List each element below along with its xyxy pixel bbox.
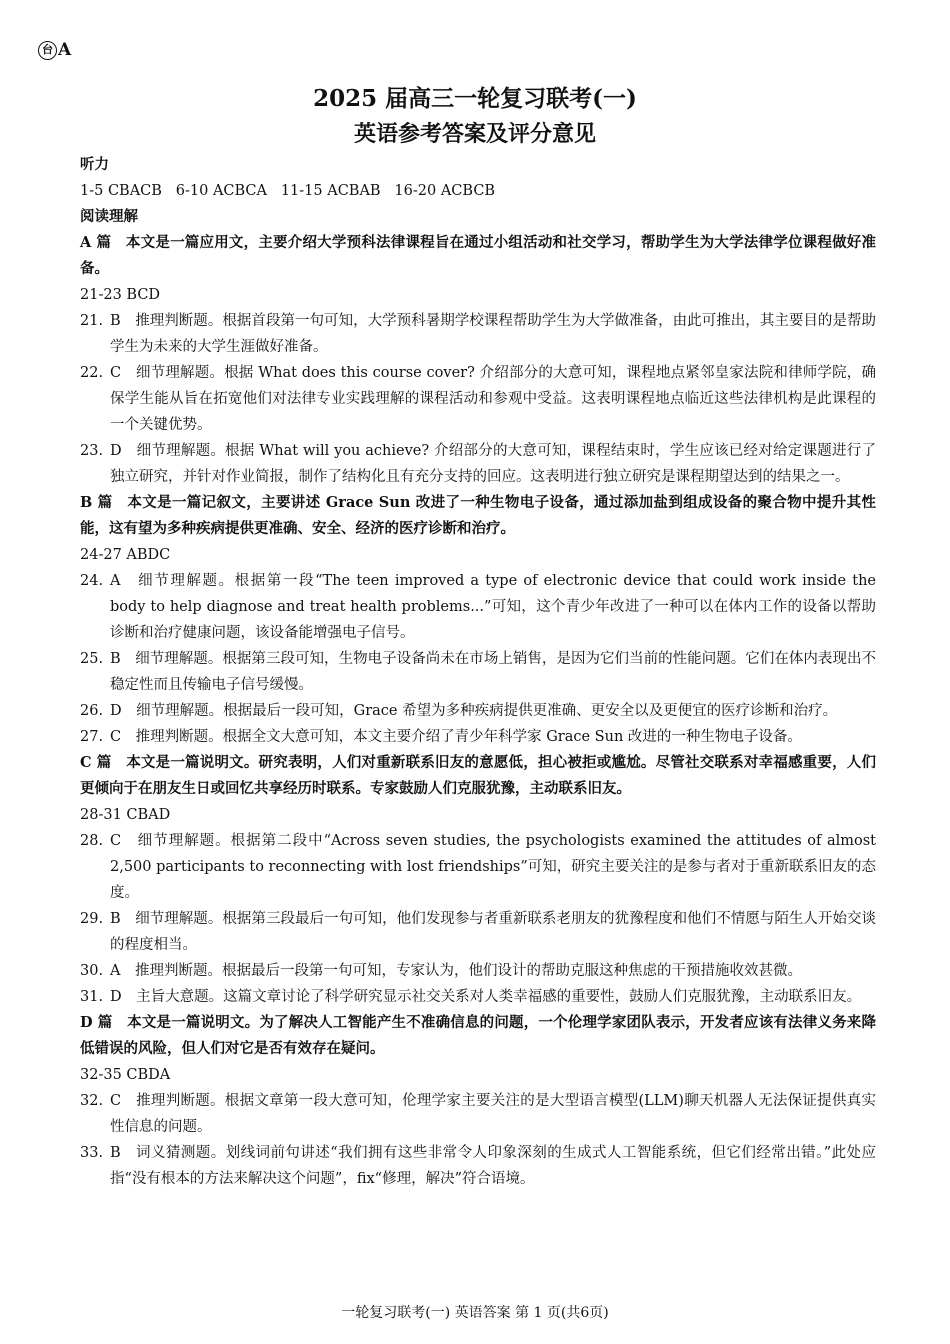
passage-d-summary: D 篇 本文是一篇说明文。为了解决人工智能产生不准确信息的问题，一个伦理学家团队表示，开发者应该有法律义务来降低错误的风险，但人们对它是否有效存在疑问。 [80,1014,876,1057]
item-text: A 推理判断题。根据最后一段第一句可知，专家认为，他们设计的帮助克服这种焦虑的干预措施收效甚微。 [110,963,802,979]
page-title: 2025 届高三一轮复习联考(一) [313,85,637,112]
item-text: B 细节理解题。根据第三段最后一句可知，他们发现参与者重新联系老朋友的犹豫程度和他们不情愿与陌生人开始交谈的程度相当。 [110,911,876,953]
item-number: 26. [80,703,104,719]
edition-badge-icon: 台 [38,41,57,60]
listening-answers: 1-5 CBACB 6-10 ACBCA 11-15 ACBAB 16-20 ACBCB [80,183,496,199]
edition-mark [38,40,71,60]
answer-item [80,646,876,698]
item-text: B 词义猜测题。划线词前句讲述“我们拥有这些非常令人印象深刻的生成式人工智能系统，但它们经常出错。”此处应指“没有根本的方法来解决这个问题”，fix“修理，解决”符合语境。 [110,1145,876,1187]
reading-heading: 阅读理解 [80,208,138,225]
item-number: 33. [80,1145,104,1161]
passage-c-summary: C 篇 本文是一篇说明文。研究表明，人们对重新联系旧友的意愿低，担心被拒或尴尬。尽管社交联系对幸福感重要，人们更倾向于在朋友生日或回忆共享经历时联系。专家鼓励人们克服犹豫，主动联系旧友。 [80,754,876,797]
item-number: 32. [80,1093,104,1109]
passage-a-answers: 21-23 BCD [80,287,161,303]
answer-item [80,984,876,1010]
answer-item [80,308,876,360]
item-text: C 细节理解题。根据 What does this course cover? 介绍部分的大意可知，课程地点紧邻皇家法院和律师学院，确保学生能从旨在拓宽他们对法律专业实践理解的课程活动和参观中受益。这表明课程地点临近这些法律机构是此课程的一个关键优势。 [110,365,876,433]
item-number: 24. [80,573,104,589]
answer-item [80,906,876,958]
item-text: A 细节理解题。根据第一段“The teen improved a type of electronic device that could work inside the body to help diagnose and treat health problems...”可知，这个青少年改进了一种可以在体内工作的设备以帮助诊断和治疗健康问题，该设备能增强电子信号。 [110,573,876,641]
item-number: 27. [80,729,104,745]
answer-item [80,438,876,490]
answer-item [80,698,876,724]
item-number: 29. [80,911,104,927]
item-number: 28. [80,833,104,849]
item-text: C 推理判断题。根据全文大意可知，本文主要介绍了青少年科学家 Grace Sun 改进的一种生物电子设备。 [110,729,802,745]
answer-content [80,152,876,1192]
passage-b-answers: 24-27 ABDC [80,547,171,563]
answer-item [80,724,876,750]
item-number: 23. [80,443,104,459]
answer-item [80,828,876,906]
answer-item [80,1088,876,1140]
passage-a-summary: A 篇 本文是一篇应用文，主要介绍大学预科法律课程旨在通过小组活动和社交学习，帮助学生为大学法律学位课程做好准备。 [80,234,876,277]
item-text: B 推理判断题。根据首段第一句可知，大学预科暑期学校课程帮助学生为大学做准备，由此可推出，其主要目的是帮助学生为未来的大学生涯做好准备。 [110,313,876,355]
passage-b-summary: B 篇 本文是一篇记叙文，主要讲述 Grace Sun 改进了一种生物电子设备，通过添加盐到组成设备的聚合物中提升其性能，这有望为多种疾病提供更准确、安全、经济的医疗诊断和治疗。 [80,494,876,537]
passage-c-answers: 28-31 CBAD [80,807,171,823]
item-number: 22. [80,365,104,381]
page-footer: 一轮复习联考(一) 英语答案 第 1 页(共6页) [341,1305,609,1321]
answer-item [80,360,876,438]
item-number: 25. [80,651,104,667]
item-text: D 细节理解题。根据 What will you achieve? 介绍部分的大意可知，课程结束时，学生应该已经对给定课题进行了独立研究，并针对作业简报，制作了结构化且有充分支持的回应。这表明进行独立研究是课程期望达到的结果之一。 [110,443,876,485]
item-number: 31. [80,989,104,1005]
item-text: D 主旨大意题。这篇文章讨论了科学研究显示社交关系对人类幸福感的重要性，鼓励人们克服犹豫，主动联系旧友。 [110,989,862,1005]
listening-heading: 听力 [80,156,109,173]
answer-item [80,1140,876,1192]
item-text: B 细节理解题。根据第三段可知，生物电子设备尚未在市场上销售，是因为它们当前的性能问题。它们在体内表现出不稳定性而且传输电子信号缓慢。 [110,651,876,693]
answer-item [80,568,876,646]
page-subtitle: 英语参考答案及评分意见 [353,121,596,147]
item-text: C 推理判断题。根据文章第一段大意可知，伦理学家主要关注的是大型语言模型(LLM)聊天机器人无法保证提供真实性信息的问题。 [110,1093,876,1135]
item-number: 30. [80,963,104,979]
item-number: 21. [80,313,104,329]
edition-letter: A [58,40,72,60]
passage-d-answers: 32-35 CBDA [80,1067,171,1083]
answer-item [80,958,876,984]
item-text: C 细节理解题。根据第二段中“Across seven studies, the psychologists examined the attitudes of almost 2,500 participants to reconnecting with lost friendships”可知，研究主要关注的是参与者对于重新联系旧友的态度。 [110,833,876,901]
item-text: D 细节理解题。根据最后一段可知，Grace 希望为多种疾病提供更准确、更安全以及更便宜的医疗诊断和治疗。 [110,703,838,719]
